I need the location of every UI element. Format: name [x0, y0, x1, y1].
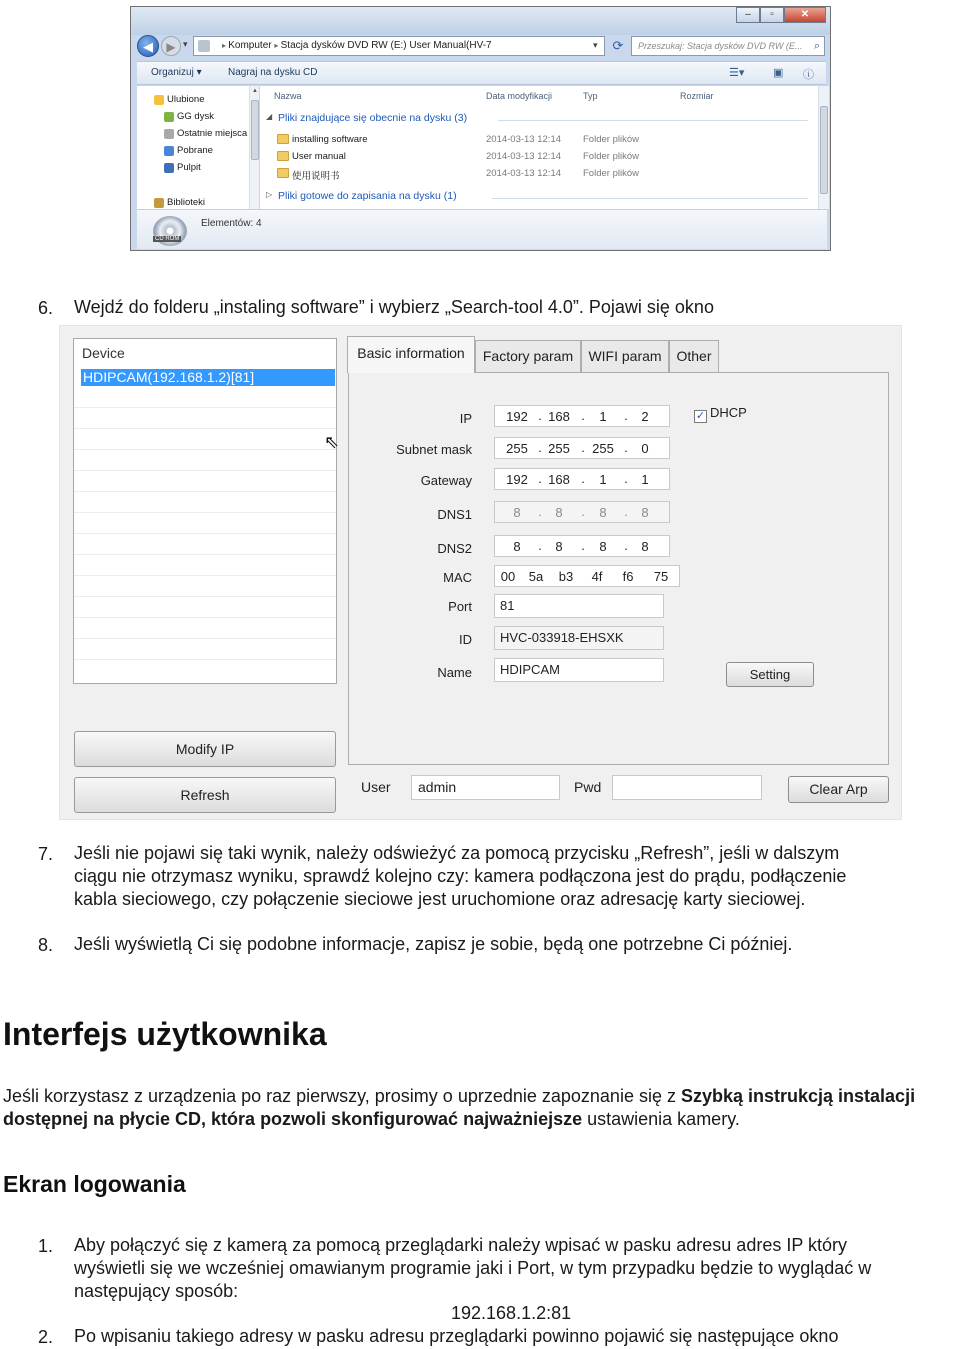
pwd-input[interactable] — [612, 775, 762, 800]
mac-segment: 75 — [653, 569, 669, 584]
refresh-button[interactable]: Refresh — [74, 777, 336, 813]
ip-octet: 192 — [506, 409, 528, 424]
column-header-size[interactable]: Rozmiar — [680, 91, 714, 101]
list-gridline — [74, 659, 336, 660]
port-field[interactable]: 81 — [494, 594, 664, 618]
dot: . — [581, 471, 585, 486]
scroll-thumb[interactable] — [820, 106, 828, 194]
dot: . — [538, 538, 542, 553]
ip-octet: 8 — [599, 539, 607, 554]
tab-factory-param[interactable]: Factory param — [475, 340, 581, 372]
mouse-cursor-icon: ⇖ — [324, 432, 340, 452]
group-label: Pliki znajdujące się obecnie na dysku (3) — [278, 112, 468, 124]
nav-item-favorites[interactable] — [167, 94, 205, 105]
list-gridline — [74, 554, 336, 555]
list-number: 8. — [38, 935, 54, 955]
dot: . — [538, 504, 542, 519]
login-step1-text — [74, 1234, 871, 1303]
list-gridline — [74, 428, 336, 429]
refresh-icon[interactable]: ⟳ — [612, 38, 624, 53]
back-arrow-icon[interactable]: ◀ — [137, 35, 159, 57]
checkbox-checked-icon[interactable]: ✓ — [695, 410, 706, 422]
pwd-label: Pwd — [574, 779, 602, 795]
row-date: 2014-03-13 12:14 — [486, 151, 562, 162]
login-step1-line: Aby połączyć się z kamerą za pomocą przeglądarki należy wpisać w pasku adresu adres IP który — [74, 1235, 848, 1255]
row-type: Folder plików — [583, 151, 639, 162]
ip-octet: 168 — [548, 409, 570, 424]
expand-arrow-icon[interactable]: ▷ — [266, 190, 273, 199]
list-gridline — [74, 638, 336, 639]
ip-octet: 255 — [592, 441, 614, 456]
login-step1-line: następujący sposób: — [74, 1281, 239, 1301]
dot: . — [581, 408, 585, 423]
column-header-date[interactable]: Data modyfikacji — [486, 91, 553, 101]
folder-icon — [277, 134, 289, 144]
ip-octet: 2 — [641, 409, 649, 424]
nav-item-downloads[interactable] — [177, 145, 213, 156]
login-step2-text: Po wpisaniu takiego adresy w pasku adresu przeglądarki powinno pojawić się następujące okno — [74, 1326, 839, 1346]
mac-label: MAC — [443, 570, 472, 585]
item-count: Elementów: 4 — [201, 218, 262, 229]
dhcp-label: DHCP — [710, 405, 747, 420]
ip-octet: 168 — [548, 472, 570, 487]
group-label: Pliki gotowe do zapisania na dysku (1) — [278, 190, 457, 202]
column-header-name[interactable]: Nazwa — [274, 91, 302, 101]
computer-icon — [198, 40, 210, 52]
forward-arrow-icon[interactable]: ▶ — [161, 36, 181, 56]
example-address: 192.168.1.2:81 — [451, 1303, 572, 1323]
step6-text: Wejdź do folderu „instaling software” i wybierz „Search-tool 4.0”. Pojawi się okno — [74, 297, 714, 317]
view-options-icon[interactable]: ☰▾ — [729, 67, 745, 79]
login-step1-line: wyświetli się we wcześniej omawianym programie jaki i Port, w tym przypadku będzie to wyglądać w — [74, 1258, 872, 1278]
recent-places-icon — [164, 129, 174, 139]
dot: . — [624, 471, 628, 486]
nav-item-recent-places[interactable] — [177, 128, 247, 139]
list-gridline — [74, 533, 336, 534]
dot: . — [581, 538, 585, 553]
mac-segment: 00 — [500, 569, 516, 584]
address-bar[interactable] — [193, 36, 605, 56]
maximize-icon[interactable]: ▫ — [760, 7, 784, 23]
explorer-window — [130, 6, 831, 251]
nav-label: Biblioteki — [167, 197, 206, 208]
group-divider — [498, 120, 808, 121]
tab-wifi-param[interactable]: WIFI param — [581, 340, 669, 372]
ip-octet: 255 — [548, 441, 570, 456]
search-icon[interactable]: ⌕ — [813, 40, 820, 52]
row-date: 2014-03-13 12:14 — [486, 134, 562, 145]
dhcp-checkbox[interactable] — [694, 405, 747, 423]
command-bar — [137, 61, 826, 85]
minimize-icon[interactable]: – — [736, 7, 760, 23]
desktop-icon — [164, 163, 174, 173]
ip-octet: 1 — [599, 409, 607, 424]
breadcrumb-drive[interactable]: Stacja dysków DVD RW (E:) User Manual(HV-7 — [280, 40, 492, 51]
nav-label: Ostatnie miejsca — [177, 128, 248, 139]
tab-other[interactable]: Other — [669, 340, 719, 372]
id-field[interactable]: HVC-033918-EHSXK — [494, 626, 664, 650]
collapse-arrow-icon[interactable]: ◢ — [266, 112, 273, 121]
search-tool-window — [59, 325, 902, 820]
dot: . — [624, 504, 628, 519]
window-controls — [736, 7, 826, 23]
libraries-icon — [154, 198, 164, 208]
dot: . — [581, 440, 585, 455]
list-gridline — [74, 449, 336, 450]
ip-octet: 8 — [599, 505, 607, 520]
row-name — [292, 168, 340, 182]
mac-segment: 5a — [528, 569, 544, 584]
step7-text — [74, 842, 846, 911]
ip-octet: 8 — [513, 539, 521, 554]
step8-text: Jeśli wyświetlą Ci się podobne informacje, zapisz je sobie, będą one potrzebne Ci później. — [74, 934, 793, 954]
name-field[interactable]: HDIPCAM — [494, 658, 664, 682]
dot: . — [538, 408, 542, 423]
dot: . — [538, 440, 542, 455]
gateway-label: Gateway — [420, 473, 472, 488]
navigation-pane — [137, 86, 255, 209]
intro-bold-text: Szybką instrukcją instalacji dostępnej na płycie CD, która pozwoli skonfigurować najważniejsze — [3, 1086, 916, 1129]
ip-octet: 8 — [641, 505, 649, 520]
ip-octet: 192 — [506, 472, 528, 487]
ip-octet: 8 — [513, 505, 521, 520]
intro-paragraph — [3, 1085, 953, 1131]
mac-segment: 4f — [591, 569, 603, 584]
nav-label: Pulpit — [177, 162, 201, 173]
port-label: Port — [448, 599, 472, 614]
dns1-field[interactable] — [494, 501, 670, 523]
device-list[interactable] — [73, 338, 340, 684]
list-number: 6. — [38, 298, 54, 318]
list-gridline — [74, 491, 336, 492]
dot: . — [581, 504, 585, 519]
nav-item-desktop[interactable] — [177, 162, 201, 173]
row-name-label: User manual — [292, 151, 346, 162]
ip-field[interactable] — [494, 405, 670, 427]
folder-icon — [277, 168, 289, 178]
file-list-scrollbar[interactable] — [818, 86, 829, 209]
list-gridline — [74, 617, 336, 618]
gg-dysk-icon — [164, 112, 174, 122]
ip-label: IP — [459, 411, 472, 426]
dns1-label: DNS1 — [437, 507, 472, 522]
group-divider — [492, 198, 808, 199]
list-gridline — [74, 407, 336, 408]
ip-octet: 8 — [641, 539, 649, 554]
preview-pane-icon[interactable]: ▣ — [773, 67, 784, 79]
list-gridline — [74, 575, 336, 576]
nav-label: GG dysk — [177, 111, 214, 122]
row-type: Folder plików — [583, 168, 639, 179]
group-header-pending-files[interactable] — [266, 190, 457, 202]
list-number: 1. — [38, 1236, 54, 1256]
ip-octet: 8 — [555, 505, 563, 520]
intro-text-end: ustawienia kamery. — [582, 1109, 740, 1129]
row-name-label: installing software — [292, 134, 368, 145]
mac-field[interactable] — [494, 565, 680, 587]
dot: . — [624, 440, 628, 455]
step7-line: ciągu nie otrzymasz wyniku, sprawdź kolejno czy: kamera podłączona jest do prądu, podłączenie — [74, 866, 847, 886]
ip-octet: 8 — [555, 539, 563, 554]
user-input[interactable]: admin — [411, 775, 560, 800]
close-icon[interactable]: ✕ — [784, 7, 826, 23]
dot: . — [624, 538, 628, 553]
group-header-current-files[interactable] — [266, 112, 468, 124]
breadcrumb-computer[interactable]: Komputer — [228, 40, 272, 51]
ip-octet: 255 — [506, 441, 528, 456]
id-label: ID — [459, 632, 472, 647]
list-gridline — [74, 470, 336, 471]
row-type: Folder plików — [583, 134, 639, 145]
list-gridline — [74, 512, 336, 513]
setting-button[interactable]: Setting — [726, 662, 814, 687]
modify-ip-button[interactable]: Modify IP — [74, 731, 336, 767]
history-dropdown-icon[interactable]: ▾ — [183, 39, 188, 49]
dot: . — [538, 471, 542, 486]
search-placeholder: Przeszukaj: Stacja dysków DVD RW (E... — [638, 41, 803, 51]
nav-item-gg-dysk[interactable] — [177, 111, 214, 122]
file-list — [260, 86, 818, 209]
search-input[interactable] — [631, 36, 825, 56]
intro-text: Jeśli korzystasz z urządzenia po raz pierwszy, prosimy o uprzednie zapoznanie się z — [3, 1086, 681, 1106]
organize-menu[interactable]: Organizuj ▾ — [151, 67, 202, 78]
clear-arp-button[interactable]: Clear Arp — [788, 776, 889, 803]
row-date: 2014-03-13 12:14 — [486, 168, 562, 179]
device-list-header: Device — [82, 345, 125, 361]
dns2-label: DNS2 — [437, 541, 472, 556]
user-label: User — [361, 779, 391, 795]
nav-item-libraries[interactable] — [167, 197, 205, 208]
dns2-field[interactable] — [494, 535, 670, 557]
ip-octet: 0 — [641, 441, 649, 456]
folder-icon — [277, 151, 289, 161]
subnet-mask-field[interactable] — [494, 437, 670, 459]
title-bar — [131, 7, 830, 35]
column-header-type[interactable]: Typ — [583, 91, 598, 101]
list-number: 7. — [38, 844, 54, 864]
tab-basic-information[interactable]: Basic information — [347, 336, 475, 373]
mac-segment: f6 — [622, 569, 634, 584]
cd-rom-label: CD ROM — [155, 236, 180, 242]
ip-octet: 1 — [599, 472, 607, 487]
favorites-star-icon — [154, 95, 164, 105]
breadcrumb-separator-icon: ▸ — [274, 41, 281, 50]
burn-cd-button[interactable]: Nagraj na dysku CD — [228, 67, 318, 78]
row-name — [292, 134, 368, 145]
dot: . — [624, 408, 628, 423]
nav-label: Ulubione — [167, 94, 205, 105]
step7-line: Jeśli nie pojawi się taki wynik, należy odświeżyć za pomocą przycisku „Refresh”, jeśli w dalszym — [74, 843, 840, 863]
downloads-folder-icon — [164, 146, 174, 156]
navigation-scrollbar[interactable] — [249, 86, 259, 209]
list-number: 2. — [38, 1327, 54, 1347]
gateway-field[interactable] — [494, 468, 670, 490]
section-heading: Interfejs użytkownika — [3, 1016, 327, 1052]
device-row[interactable]: HDIPCAM(192.168.1.2)[81] — [81, 369, 335, 386]
nav-label: Pobrane — [177, 145, 213, 156]
name-label: Name — [437, 665, 472, 680]
subsection-heading: Ekran logowania — [3, 1171, 186, 1197]
mac-segment: b3 — [558, 569, 574, 584]
scroll-up-icon[interactable]: ▲ — [252, 88, 258, 94]
row-name — [292, 151, 346, 162]
ip-octet: 1 — [641, 472, 649, 487]
address-dropdown-icon[interactable]: ▾ — [593, 40, 598, 50]
basic-information-panel — [348, 372, 889, 765]
subnet-mask-label: Subnet mask — [396, 442, 472, 457]
details-pane — [137, 209, 827, 249]
row-name-label: 使用说明书 — [292, 171, 340, 182]
scroll-thumb[interactable] — [251, 100, 259, 160]
help-icon[interactable]: ⓘ — [803, 69, 814, 81]
breadcrumb-separator-icon: ▸ — [222, 41, 229, 50]
list-gridline — [74, 596, 336, 597]
step7-line: kabla sieciowego, czy połączenie sieciowe jest uruchomione oraz adresację karty sieciowej. — [74, 889, 806, 909]
